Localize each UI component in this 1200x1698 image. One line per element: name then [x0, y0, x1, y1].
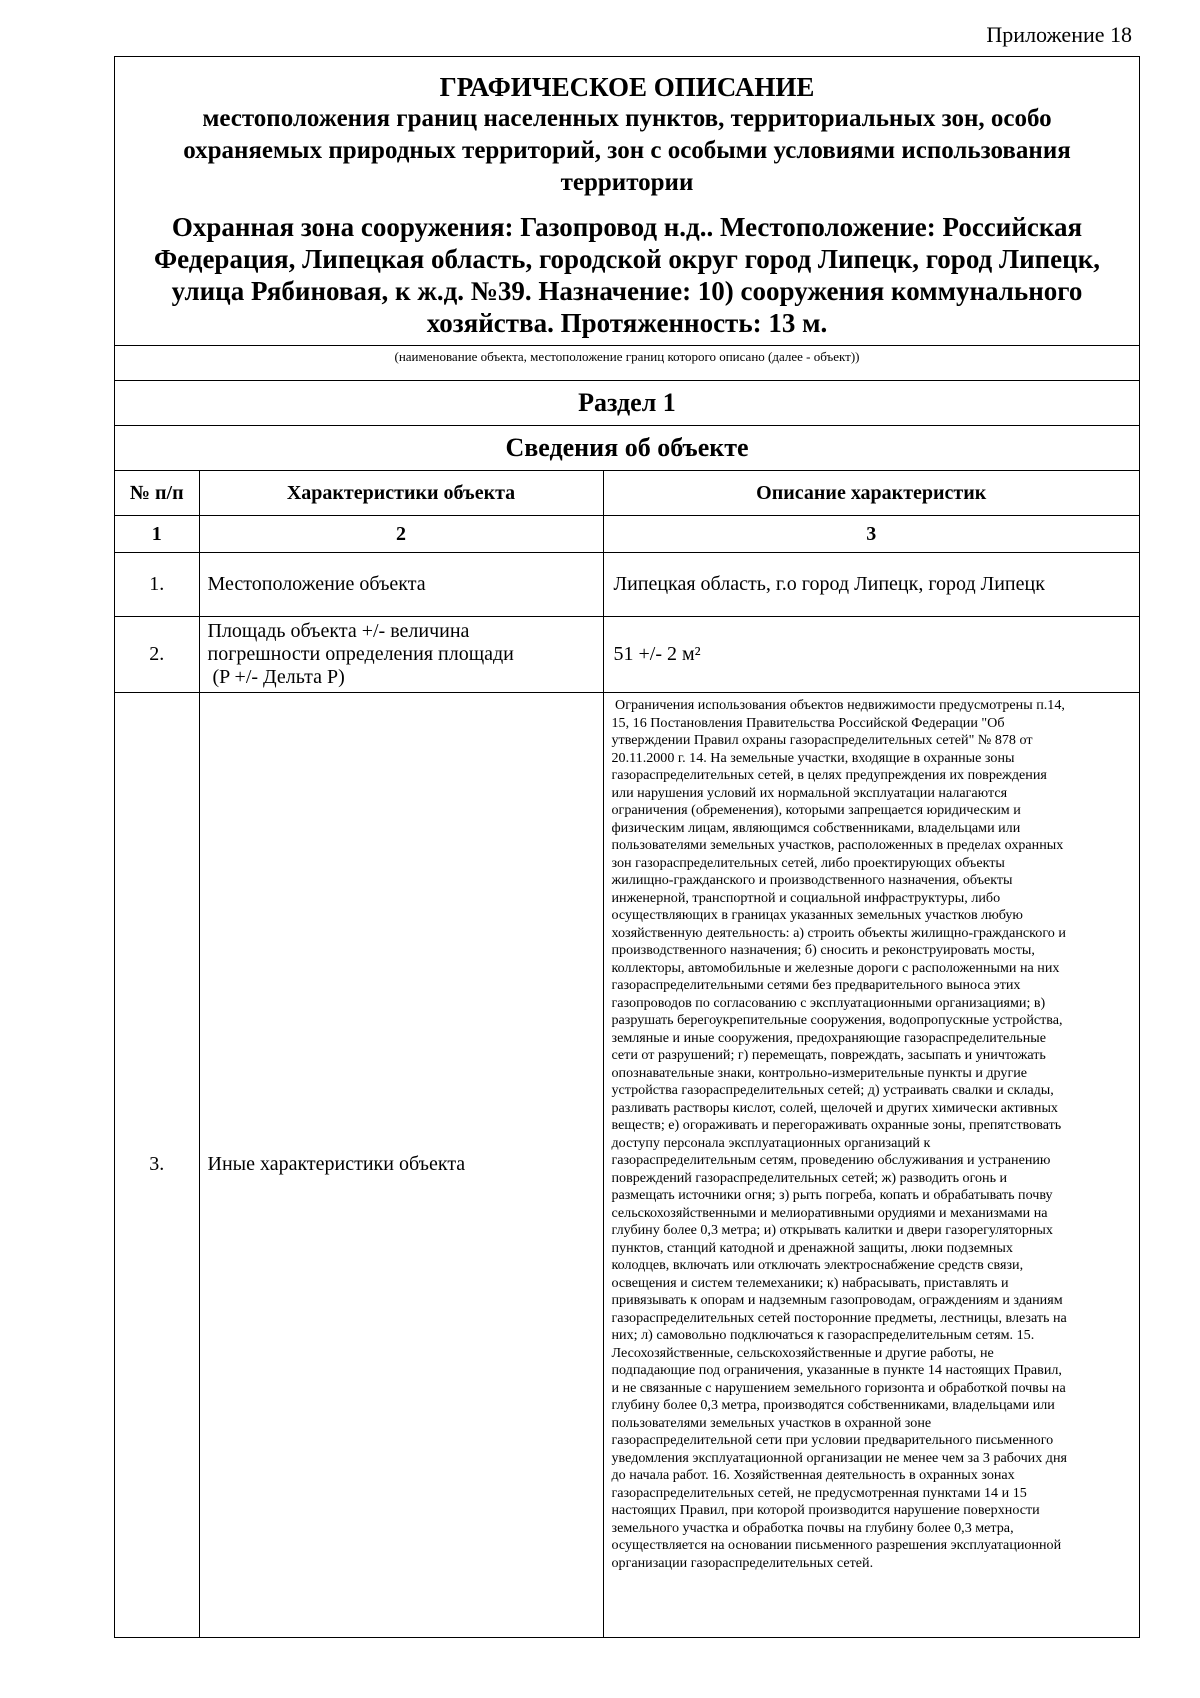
column-number-row	[115, 516, 1139, 553]
restrictions-line: опознавательные знаки, контрольно-измерительные пункты и другие	[611, 1064, 1028, 1081]
row-value-restrictions	[603, 693, 1139, 1637]
restrictions-line: 20.11.2000 г. 14. На земельные участки, входящие в охранные зоны	[611, 749, 1015, 766]
restrictions-line: до начала работ. 16. Хозяйственная деятельность в охранных зонах	[611, 1467, 1015, 1483]
header-block	[115, 57, 1139, 339]
row-characteristic: Иные характеристики объекта	[199, 693, 603, 1637]
restrictions-line: повреждений газораспределительных сетей; ж) разводить огонь и	[611, 1169, 1008, 1186]
column-number: 3	[603, 516, 1139, 553]
restrictions-line: размещать источники огня; з) рыть погреба, копать и обрабатывать почву	[611, 1187, 1053, 1203]
table-row	[115, 617, 1139, 693]
restrictions-line: газопроводов по согласованию с эксплуатационными организациями; в)	[611, 994, 1046, 1011]
characteristic-line: Площадь объекта +/- величина	[207, 620, 470, 642]
row-number: 3.	[115, 693, 199, 1637]
object-line: Охранная зона сооружения: Газопровод н.д.. Местоположение: Российская	[171, 212, 1083, 242]
characteristic-line: погрешности определения площади	[207, 643, 514, 665]
restrictions-line: глубину более 0,3 метра; и) открывать калитки и двери газорегуляторных	[611, 1222, 1053, 1238]
restrictions-line: пользователями земельных участков в охранной зоне	[611, 1414, 932, 1431]
object-name	[125, 211, 1129, 339]
object-line: улица Рябиновая, к ж.д. №39. Назначение: 10) сооружения коммунального	[171, 276, 1083, 306]
restrictions-line: земляные и иные сооружения, предохраняющие газораспределительные	[611, 1029, 1046, 1046]
restrictions-line: глубину более 0,3 метра, производятся собственниками, владельцами или	[611, 1397, 1055, 1413]
characteristic-line: (P +/- Дельта P)	[207, 666, 345, 688]
restrictions-line: ограничения (обременения), которыми запрещается юридическим и	[611, 802, 1021, 818]
restrictions-line: коллекторы, автомобильные и железные дороги с расположенными на них	[611, 959, 1060, 976]
document-title: ГРАФИЧЕСКОЕ ОПИСАНИЕ	[439, 72, 815, 102]
appendix-label: Приложение 18	[986, 22, 1132, 47]
restrictions-line: освещения и систем телемеханики; к) набрасывать, приставлять и	[611, 1274, 1009, 1291]
restrictions-text	[612, 697, 1132, 1572]
restrictions-line: инженерной, транспортной и социальной инфраструктуры, либо	[611, 889, 1001, 906]
restrictions-line: колодцев, включать или отключать электроснабжение средств связи,	[611, 1257, 1024, 1273]
column-number: 2	[199, 516, 603, 553]
row-value: Липецкая область, г.о город Липецк, город Липецк	[603, 553, 1139, 617]
restrictions-line: сельскохозяйственными и мелиоративными орудиями и механизмами на	[611, 1204, 1048, 1221]
subtitle-line: охраняемых природных территорий, зон с особыми условиями использования	[183, 137, 1071, 164]
header-cell-description: Описание характеристик	[603, 471, 1139, 516]
restrictions-line: уведомления эксплуатационной организации не менее чем за 3 рабочих дня	[611, 1449, 1067, 1466]
header-cell-characteristic: Характеристики объекта	[199, 471, 603, 516]
restrictions-line: газораспределительной сети при условии предварительного письменного	[611, 1432, 1054, 1448]
restrictions-line: веществ; е) огораживать и перегораживать охранные зоны, препятствовать	[611, 1117, 1062, 1133]
restrictions-line: 15, 16 Постановления Правительства Российской Федерации "Об	[611, 714, 1005, 731]
restrictions-line: них; л) самовольно подключаться к газораспределительным сетям. 15.	[611, 1327, 1035, 1343]
restrictions-line: жилищно-гражданского и производственного назначения, объекты	[611, 872, 1013, 888]
column-number: 1	[115, 516, 199, 553]
subtitle-line: местоположения границ населенных пунктов, территориальных зон, особо	[202, 105, 1052, 132]
section-title: Сведения об объекте	[115, 425, 1139, 470]
restrictions-line: хозяйственную деятельность: а) строить объекты жилищно-гражданского и	[611, 924, 1066, 941]
object-line: Федерация, Липецкая область, городской округ город Липецк, город Липецк,	[153, 244, 1101, 274]
table-row	[115, 553, 1139, 617]
restrictions-line: газораспределительных сетей, не предусмотренная пунктами 14 и 15	[611, 1484, 1027, 1501]
restrictions-line: Лесохозяйственные, сельскохозяйственные и другие работы, не	[611, 1344, 994, 1361]
object-info-table	[115, 470, 1139, 1637]
restrictions-line: или нарушения условий их нормальной эксплуатации налагаются	[611, 784, 1008, 801]
table-header-row	[115, 471, 1139, 516]
object-line: хозяйства. Протяженность: 13 м.	[426, 308, 828, 338]
row-number: 2.	[115, 617, 199, 693]
table-row	[115, 693, 1139, 1637]
restrictions-line: пользователями земельных участков, расположенных в пределах охранных	[611, 837, 1064, 853]
restrictions-line: осуществляется на основании письменного разрешения эксплуатационной	[611, 1537, 1062, 1553]
header-cell-number: № п/п	[115, 471, 199, 516]
document-sheet	[114, 56, 1140, 1638]
restrictions-line: организации газораспределительных сетей.	[611, 1554, 874, 1571]
object-caption: (наименование объекта, местоположение границ которого описано (далее - объект))	[115, 345, 1139, 380]
restrictions-line: подпадающие под ограничения, указанные в пункте 14 настоящих Правил,	[611, 1362, 1062, 1378]
restrictions-line: сети от разрушений; г) перемещать, повреждать, засыпать и уничтожать	[611, 1047, 1046, 1063]
restrictions-line: настоящих Правил, при которой производится нарушение поверхности	[611, 1502, 1040, 1518]
restrictions-line: газораспределительным сетям, проведению обслуживания и устранению	[611, 1152, 1051, 1168]
section-heading: Раздел 1	[115, 380, 1139, 425]
restrictions-line: газораспределительными сетями без предварительного выноса этих	[611, 977, 1021, 993]
restrictions-line: устройства газораспределительных сетей; д) устраивать свалки и склады,	[611, 1082, 1054, 1098]
restrictions-line: физическим лицам, являющимся собственниками, владельцами или	[611, 819, 1021, 836]
restrictions-line: привязывать к опорам и надземным газопроводам, ограждениям и зданиям	[611, 1292, 1063, 1308]
document-subtitle	[125, 103, 1129, 199]
restrictions-line: газораспределительных сетей, в целях предупреждения их повреждения	[611, 767, 1047, 783]
restrictions-line: земельного участка и обработка почвы на глубину более 0,3 метра,	[611, 1519, 1014, 1536]
restrictions-line: Ограничения использования объектов недвижимости предусмотрены п.14,	[611, 697, 1065, 713]
restrictions-line: и не связанные с нарушением земельного горизонта и обработкой почвы на	[611, 1379, 1066, 1396]
row-characteristic: Местоположение объекта	[199, 553, 603, 617]
restrictions-line: пунктов, станций катодной и дренажной защиты, люки подземных	[611, 1239, 1013, 1256]
restrictions-line: газораспределительных сетей посторонние предметы, лестницы, влезать на	[611, 1309, 1067, 1326]
restrictions-line: доступу персонала эксплуатационных организаций к	[611, 1134, 931, 1151]
row-number: 1.	[115, 553, 199, 617]
restrictions-line: разливать растворы кислот, солей, щелочей и других химически активных	[611, 1099, 1058, 1116]
restrictions-line: зон газораспределительных сетей, либо проектирующих объекты	[611, 854, 1005, 871]
row-characteristic	[199, 617, 603, 693]
restrictions-line: утверждении Правил охраны газораспределительных сетей" № 878 от	[611, 732, 1033, 748]
row-value: 51 +/- 2 м²	[603, 617, 1139, 693]
restrictions-line: осуществляющих в границах указанных земельных участков любую	[611, 907, 1023, 923]
restrictions-line: разрушать берегоукрепительные сооружения, водопропускные устройства,	[611, 1012, 1063, 1028]
restrictions-line: производственного назначения; б) сносить и реконструировать мосты,	[611, 942, 1035, 958]
subtitle-line: территории	[560, 169, 694, 196]
